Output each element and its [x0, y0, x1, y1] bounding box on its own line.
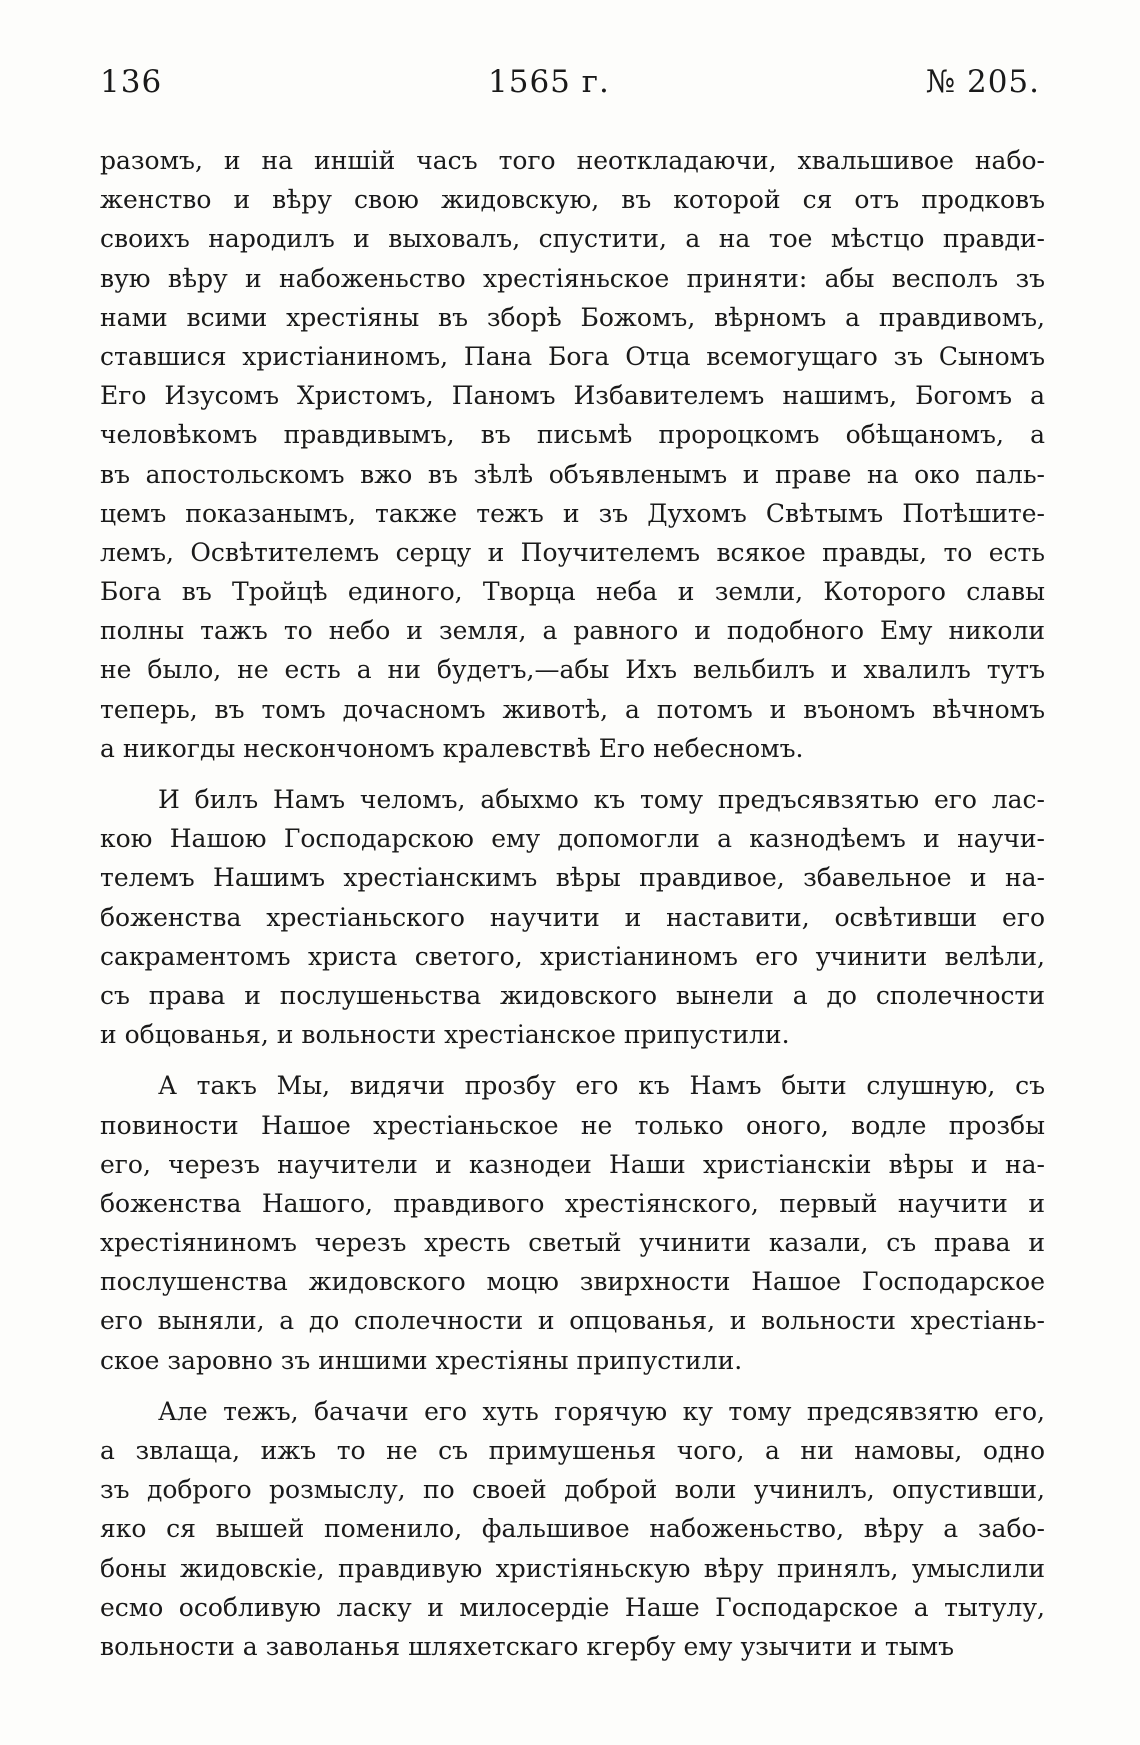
text-line: боженства хрестіаньского научити и наставити, освѣтивши его	[100, 902, 1045, 932]
text-line: нами всими хрестіяны въ зборѣ Божомъ, вѣрномъ а правдивомъ,	[100, 302, 1045, 332]
document-number: № 205.	[925, 64, 1040, 100]
text-line: теперь, въ томъ дочасномъ животѣ, а потомъ и въономъ вѣчномъ	[100, 694, 1045, 724]
text-line: боженства Нашого, правдивого хрестіянского, первый научити и	[100, 1188, 1045, 1218]
text-line: боны жидовскіе, правдивую христіяньскую вѣру принялъ, умыслили	[100, 1553, 1045, 1583]
text-line: а никогды нескончономъ кралевствѣ Его небесномъ.	[100, 733, 804, 763]
text-line: Але тежъ, бачачи его хуть горячую ку тому предсявзятю его,	[158, 1396, 1045, 1426]
paragraph	[100, 780, 1045, 1054]
text-line: Его Изусомъ Христомъ, Паномъ Избавителемъ нашимъ, Богомъ а	[100, 381, 1045, 411]
text-line: разомъ, и на иншій часъ того неоткладаючи, хвальшивое набо-	[100, 146, 1045, 175]
text-line: Бога въ Тройцѣ единого, Творца неба и земли, Которого славы	[100, 577, 1045, 607]
text-line: хрестіяниномъ черезъ хресть светый учинити казали, съ права и	[100, 1228, 1045, 1258]
paragraph	[100, 1392, 1045, 1666]
text-line: лемъ, Освѣтителемъ серцу и Поучителемъ всякое правды, то есть	[100, 537, 1045, 567]
text-line: женство и вѣру свою жидовскую, въ которой ся отъ продковъ	[100, 185, 1045, 215]
text-line: послушенства жидовского моцю звирхности Нашое Господарское	[100, 1267, 1045, 1297]
text-line: и обцованья, и вольности хрестіанское припустили.	[100, 1020, 790, 1050]
paragraph	[100, 141, 1045, 768]
page-header	[100, 64, 1040, 108]
text-line: своихъ народилъ и выховалъ, спустити, а на тое мѣстцо правди-	[100, 224, 1045, 254]
text-line: кою Нашою Господарскою ему допомогли а казнодѣемъ и научи-	[100, 824, 1045, 854]
text-line: человѣкомъ правдивымъ, въ письмѣ пророцкомъ обѣщаномъ, а	[100, 420, 1045, 450]
page-number: 136	[100, 64, 163, 100]
text-line: его, черезъ научители и казнодеи Наши христіанскіи вѣры и на-	[100, 1149, 1045, 1179]
text-line: цемъ показанымъ, также тежъ и зъ Духомъ Свѣтымъ Потѣшите-	[100, 498, 1045, 528]
text-line: А такъ Мы, видячи прозбу его къ Намъ быти слушную, съ	[158, 1071, 1045, 1101]
paragraph	[100, 1066, 1045, 1380]
text-line: телемъ Нашимъ хрестіанскимъ вѣры правдивое, збавельное и на-	[100, 863, 1045, 893]
text-line: а звлаща, ижъ то не съ примушенья чого, а ни намовы, одно	[100, 1436, 1045, 1465]
text-line: ское заровно зъ иншими хрестіяны припустили.	[100, 1345, 743, 1375]
text-line: ставшися христіаниномъ, Пана Бога Отца всемогущаго зъ Сыномъ	[100, 341, 1045, 371]
text-line: полны тажъ то небо и земля, а равного и подобного Ему николи	[100, 616, 1045, 646]
text-line: съ права и послушеньства жидовского вынели а до сполечности	[100, 980, 1045, 1010]
text-line: повиности Нашое хрестіаньское не только оного, водле прозбы	[100, 1110, 1045, 1140]
text-line: его выняли, а до сполечности и опцованья, и вольности хрестіань-	[100, 1306, 1045, 1336]
text-line: въ апостольскомъ вжо въ зѣлѣ объявленымъ и праве на око паль-	[100, 459, 1045, 489]
text-line: сакраментомъ христа светого, христіаниномъ его учинити велѣли,	[100, 941, 1045, 971]
text-line: зъ доброго розмыслу, по своей доброй воли учинилъ, опустивши,	[100, 1475, 1045, 1505]
text-line: есмо особливую ласку и милосердіе Наше Господарское а тытулу,	[100, 1592, 1045, 1622]
document-year: 1565 г.	[488, 64, 610, 100]
text-line: яко ся вышей поменило, фальшивое набоженьство, вѣру а забо-	[100, 1514, 1045, 1544]
text-line: не было, не есть а ни будетъ,—абы Ихъ вельбилъ и хвалилъ тутъ	[100, 655, 1045, 685]
text-line: вую вѣру и набоженьство хрестіяньское приняти: абы весполъ зъ	[100, 263, 1045, 293]
text-line: вольности а заволанья шляхетскаго кгербу ему узычити и тымъ	[100, 1631, 955, 1661]
body-text	[100, 141, 1045, 1678]
text-line: И билъ Намъ челомъ, абыхмо къ тому предъсявзятью его лас-	[158, 785, 1045, 814]
